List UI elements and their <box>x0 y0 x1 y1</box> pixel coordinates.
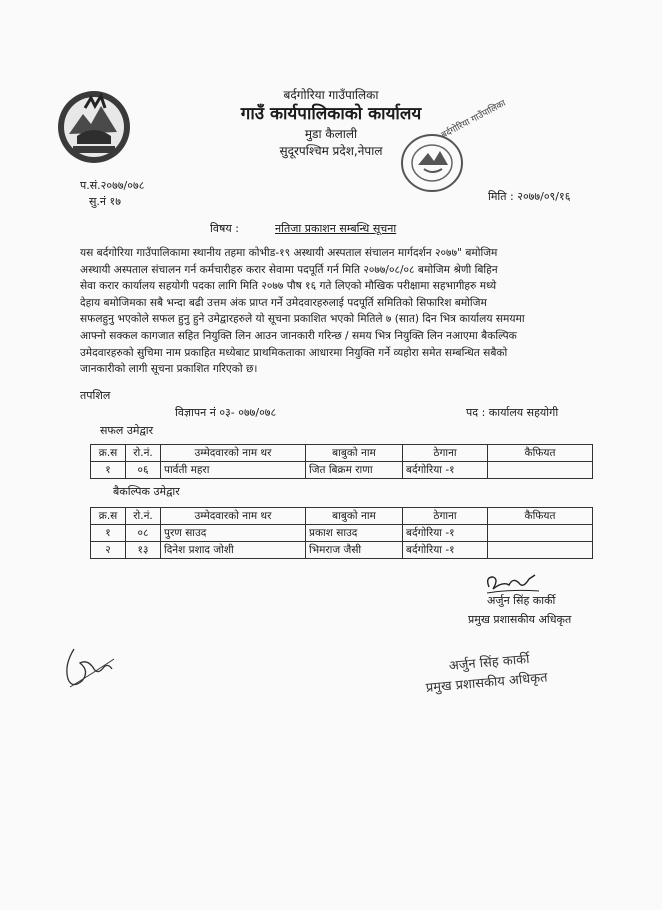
cell-name: दिनेश प्रशाद जोशी <box>161 542 306 559</box>
notice-date: मिति : २०७७/०९/१६ <box>488 190 571 203</box>
cell-sn: १ <box>91 462 126 479</box>
alternative-label: बैकल्पिक उमेद्वार <box>113 485 180 498</box>
body-line: देहाय बमोजिमका सबै भन्दा बढी उत्तम अंक प्राप्त गर्ने उमेदवारहरुलाई पदपूर्ति समितिको सिफारिश बमोजिम <box>80 296 487 309</box>
cell-remarks <box>488 525 593 542</box>
cell-father: भिमराज जैसी <box>306 542 403 559</box>
alternative-table <box>90 507 593 559</box>
table-header-row <box>91 445 593 462</box>
cell-father: प्रकाश साउद <box>306 525 403 542</box>
table-row <box>91 525 593 542</box>
office-place: मुडा कैलाली <box>304 127 358 141</box>
col-header-sn: क्र.स <box>91 508 126 525</box>
col-header-roll: रो.नं. <box>126 445 161 462</box>
cell-sn: २ <box>91 542 126 559</box>
cell-name: पार्वती महरा <box>161 462 306 479</box>
body-line: सेवा करार कार्यालय सहयोगी पदका लागि मिति २०७७ पौष १६ गते लिएको मौखिक परीक्षामा सहभागीहरु मध्ये <box>80 280 497 293</box>
patra-sankhya: प.सं.२०७७/०७८ <box>80 179 145 192</box>
office-seal-text: बर्दगोरिया गाउँपालिका <box>440 98 508 141</box>
col-header-name: उम्मेदवारको नाम थर <box>161 508 306 525</box>
advert-number: विज्ञापन नं ०३- ०७७/०७८ <box>175 406 277 419</box>
cell-father: जित बिक्रम राणा <box>306 462 403 479</box>
body-line: अस्थायी अस्पताल संचालन गर्न कर्मचारीहरु करार सेवामा पदपूर्ति गर्न मिति २०७७/०८/०८ बमोजिम श्रेणी बिहिन <box>80 263 498 276</box>
successful-table <box>90 444 593 479</box>
body-line: सफलहुनु भएकोले सफल हुनु हुने उमेद्वारहरुले यो सूचना प्रकाशित भएको मितिले ७ (सात) दिन भित्र कार्यालय समयमा <box>80 313 525 326</box>
chalani-number: सु.नं १७ <box>89 195 121 208</box>
cell-name: पुरण साउद <box>161 525 306 542</box>
subject-label: विषय : <box>210 222 239 235</box>
successful-label: सफल उमेद्वार <box>100 424 154 437</box>
cell-roll: ०८ <box>126 525 161 542</box>
col-header-address: ठेगाना <box>403 508 488 525</box>
officer-title: प्रमुख प्रशासकीय अधिकृत <box>468 613 572 626</box>
col-header-father: बाबुको नाम <box>306 445 403 462</box>
details-label: तपशिल <box>80 389 111 402</box>
stamp-name: अर्जुन सिंह कार्की <box>448 651 531 674</box>
col-header-remarks: कैफियत <box>488 508 593 525</box>
office-round-seal <box>394 127 480 207</box>
col-header-name: उम्मेदवारको नाम थर <box>161 445 306 462</box>
municipality-name: बर्दगोरिया गाउँपालिका <box>283 88 379 102</box>
col-header-father: बाबुको नाम <box>306 508 403 525</box>
col-header-remarks: कैफियत <box>488 445 593 462</box>
body-line: जानकारीको लागी सूचना प्रकाशित गरिएको छ। <box>80 363 258 376</box>
body-line: उमेदवारहरुको सुचिमा नाम प्रकाहित मध्येबाट प्राथमिकताका आधारमा नियुक्ति गर्ने व्यहोरा समेत सम्बन्धित सबैको <box>80 346 508 359</box>
cell-roll: १३ <box>126 542 161 559</box>
handwritten-signature <box>60 645 120 695</box>
stamp-title: प्रमुख प्रशासकीय अधिकृत <box>425 670 549 696</box>
cell-address: बर्दगोरिया -१ <box>403 542 488 559</box>
col-header-address: ठेगाना <box>403 445 488 462</box>
cell-remarks <box>488 462 593 479</box>
subject-text: नतिजा प्रकाशन सम्बन्धि सूचना <box>275 222 397 235</box>
cell-remarks <box>488 542 593 559</box>
col-header-roll: रो.नं. <box>126 508 161 525</box>
table-row <box>91 462 593 479</box>
post-name: पद : कार्यालय सहयोगी <box>466 406 559 419</box>
table-row <box>91 542 593 559</box>
notice-body <box>80 245 585 378</box>
cell-roll: ०६ <box>126 462 161 479</box>
cell-address: बर्दगोरिया -१ <box>403 462 488 479</box>
office-province: सुदूरपश्चिम प्रदेश,नेपाल <box>279 144 383 158</box>
cell-address: बर्दगोरिया -१ <box>403 525 488 542</box>
cell-sn: १ <box>91 525 126 542</box>
body-line: यस बर्दगोरिया गाउँपालिकामा स्थानीय तहमा कोभीड-१९ अस्थायी अस्पताल संचालन मार्गदर्शन २०७७" बमोजिम <box>80 247 498 259</box>
col-header-sn: क्र.स <box>91 445 126 462</box>
officer-name: अर्जुन सिंह कार्की <box>487 594 556 607</box>
body-line: आफ्नो सक्कल कागजात सहित नियुक्ति लिन आउन जानकारी गरिन्छ / समय भित्र नियुक्ति लिन नआएमा बैकल्पिक <box>80 329 517 342</box>
table-header-row <box>91 508 593 525</box>
office-title: गाउँ कार्यपालिकाको कार्यालय <box>240 104 422 124</box>
